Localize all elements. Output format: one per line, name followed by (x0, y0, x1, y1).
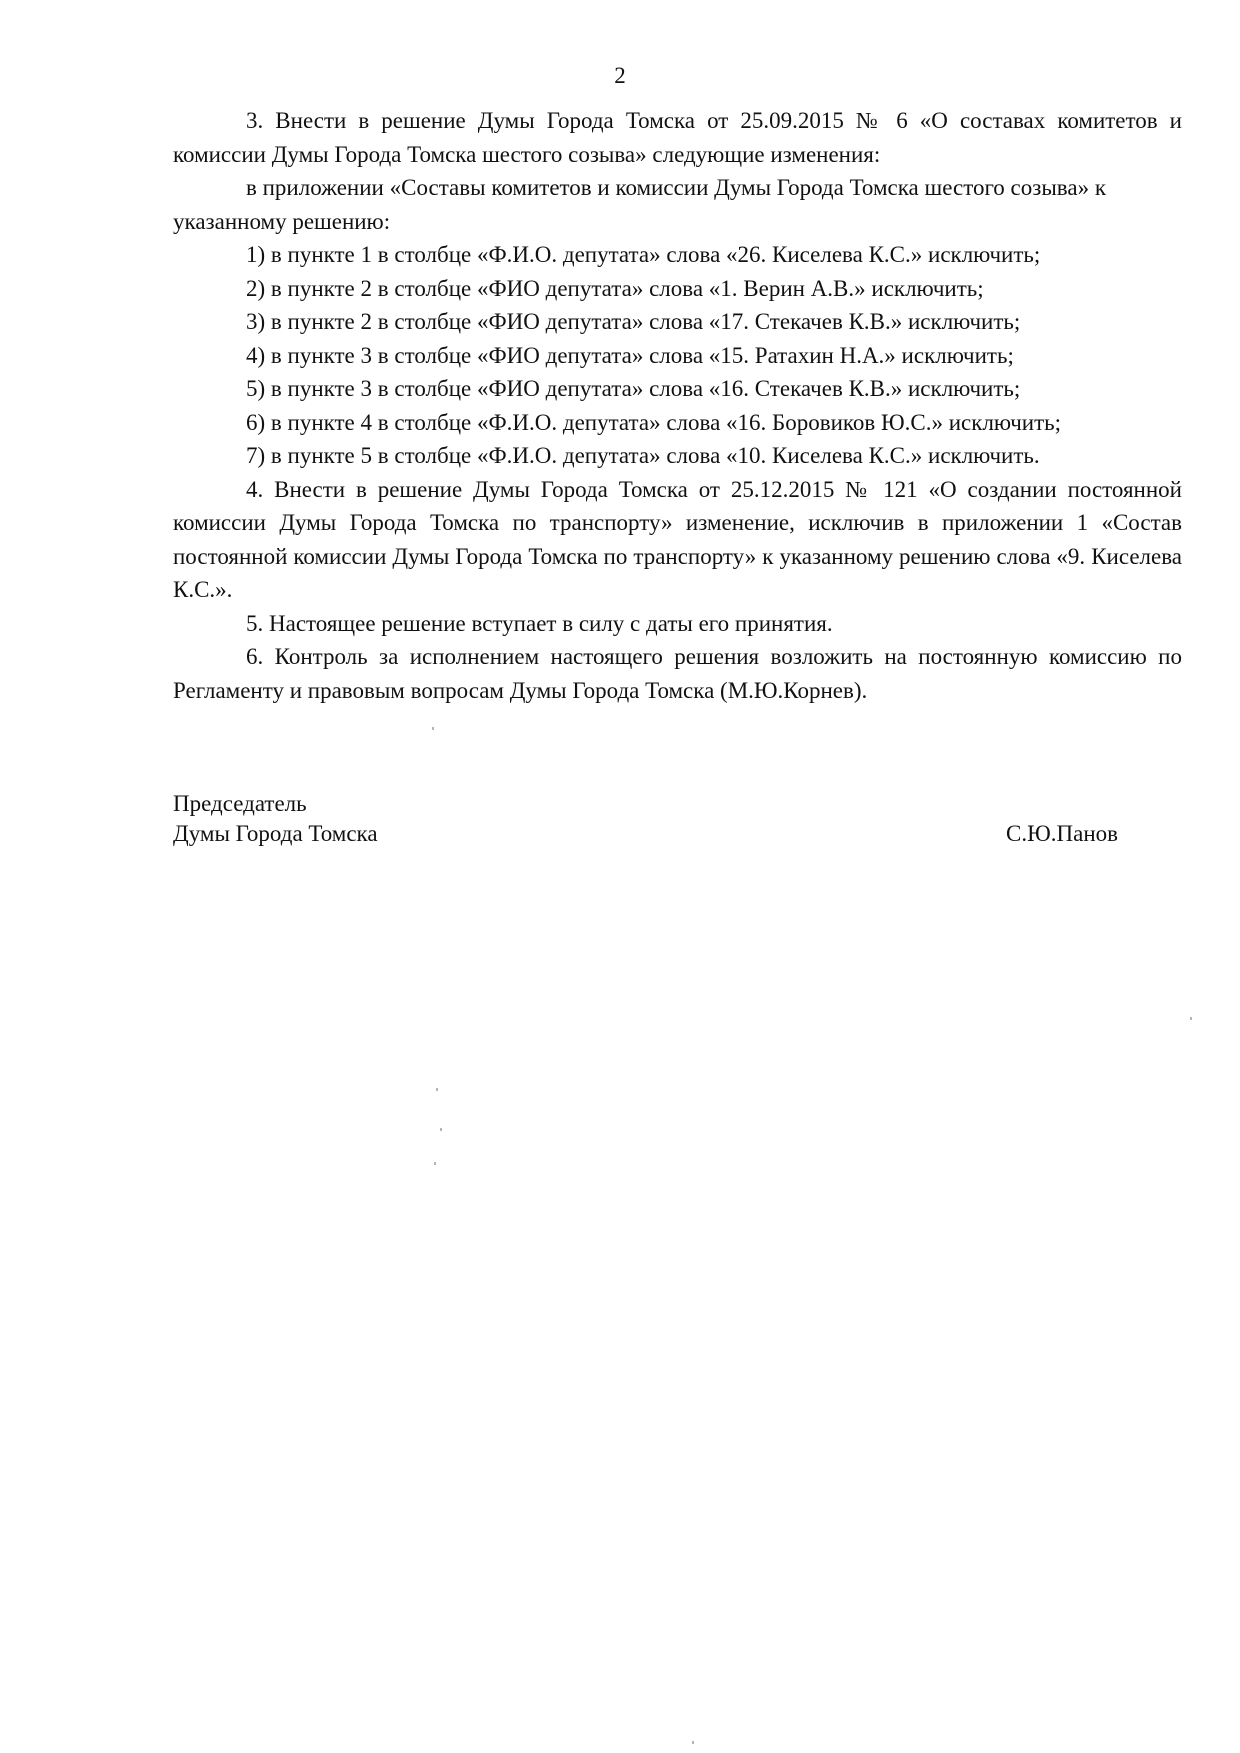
paragraph-appendix-intro: в приложении «Составы комитетов и комиссии Думы Города Томска шестого созыва» к указанному решению: (173, 175, 1106, 234)
scan-artifact (440, 1128, 442, 1131)
scan-artifact (432, 727, 434, 730)
paragraph-item-5: 5. Настоящее решение вступает в силу с даты его принятия. (246, 610, 833, 636)
list-item: 5) в пункте 3 в столбце «ФИО депутата» слова «16. Стекачев К.В.» исключить; (246, 376, 1021, 401)
paragraph-item-3: 3. Внести в решение Думы Города Томска от 25.09.2015 № 6 «О составах комитетов и комиссии Думы Города Томска шестого созыва» следующие изменения: (173, 108, 1182, 167)
scan-artifact (434, 1162, 436, 1165)
paragraph-item-6: 6. Контроль за исполнением настоящего решения возложить на постоянную комиссию по Регламенту и правовым вопросам Думы Города Томска (М.Ю.Корнев). (173, 644, 1182, 703)
signatory-organization: Думы Города Томска (173, 821, 378, 846)
list-item: 3) в пункте 2 в столбце «ФИО депутата» слова «17. Стекачев К.В.» исключить; (246, 309, 1021, 334)
paragraph-item-4: 4. Внести в решение Думы Города Томска от 25.12.2015 № 121 «О создании постоянной комиссии Думы Города Томска по транспорту» изменение, исключив в приложении 1 «Состав постоянной комиссии Думы Города Томска по транспорту» к указанному решению слова «9. Киселева К.С.». (173, 476, 1182, 602)
signature-line (173, 819, 1118, 849)
signatory-title: Председатель (173, 791, 307, 816)
scan-artifact (436, 1088, 438, 1091)
list-item: 4) в пункте 3 в столбце «ФИО депутата» слова «15. Ратахин Н.А.» исключить; (246, 342, 1014, 368)
signatory-name: С.Ю.Панов (1006, 821, 1118, 846)
document-body (173, 104, 1182, 707)
list-item: 2) в пункте 2 в столбце «ФИО депутата» слова «1. Верин А.В.» исключить; (246, 275, 984, 301)
list-item: 6) в пункте 4 в столбце «Ф.И.О. депутата» слова «16. Боровиков Ю.С.» исключить; (246, 409, 1062, 435)
signature-block (173, 789, 1118, 849)
page-number: 2 (614, 63, 626, 88)
scan-artifact (1190, 1017, 1192, 1020)
scan-artifact (692, 1741, 694, 1744)
list-item: 7) в пункте 5 в столбце «Ф.И.О. депутата» слова «10. Киселева К.С.» исключить. (246, 443, 1040, 468)
list-item: 1) в пункте 1 в столбце «Ф.И.О. депутата» слова «26. Киселева К.С.» исключить; (246, 242, 1041, 267)
